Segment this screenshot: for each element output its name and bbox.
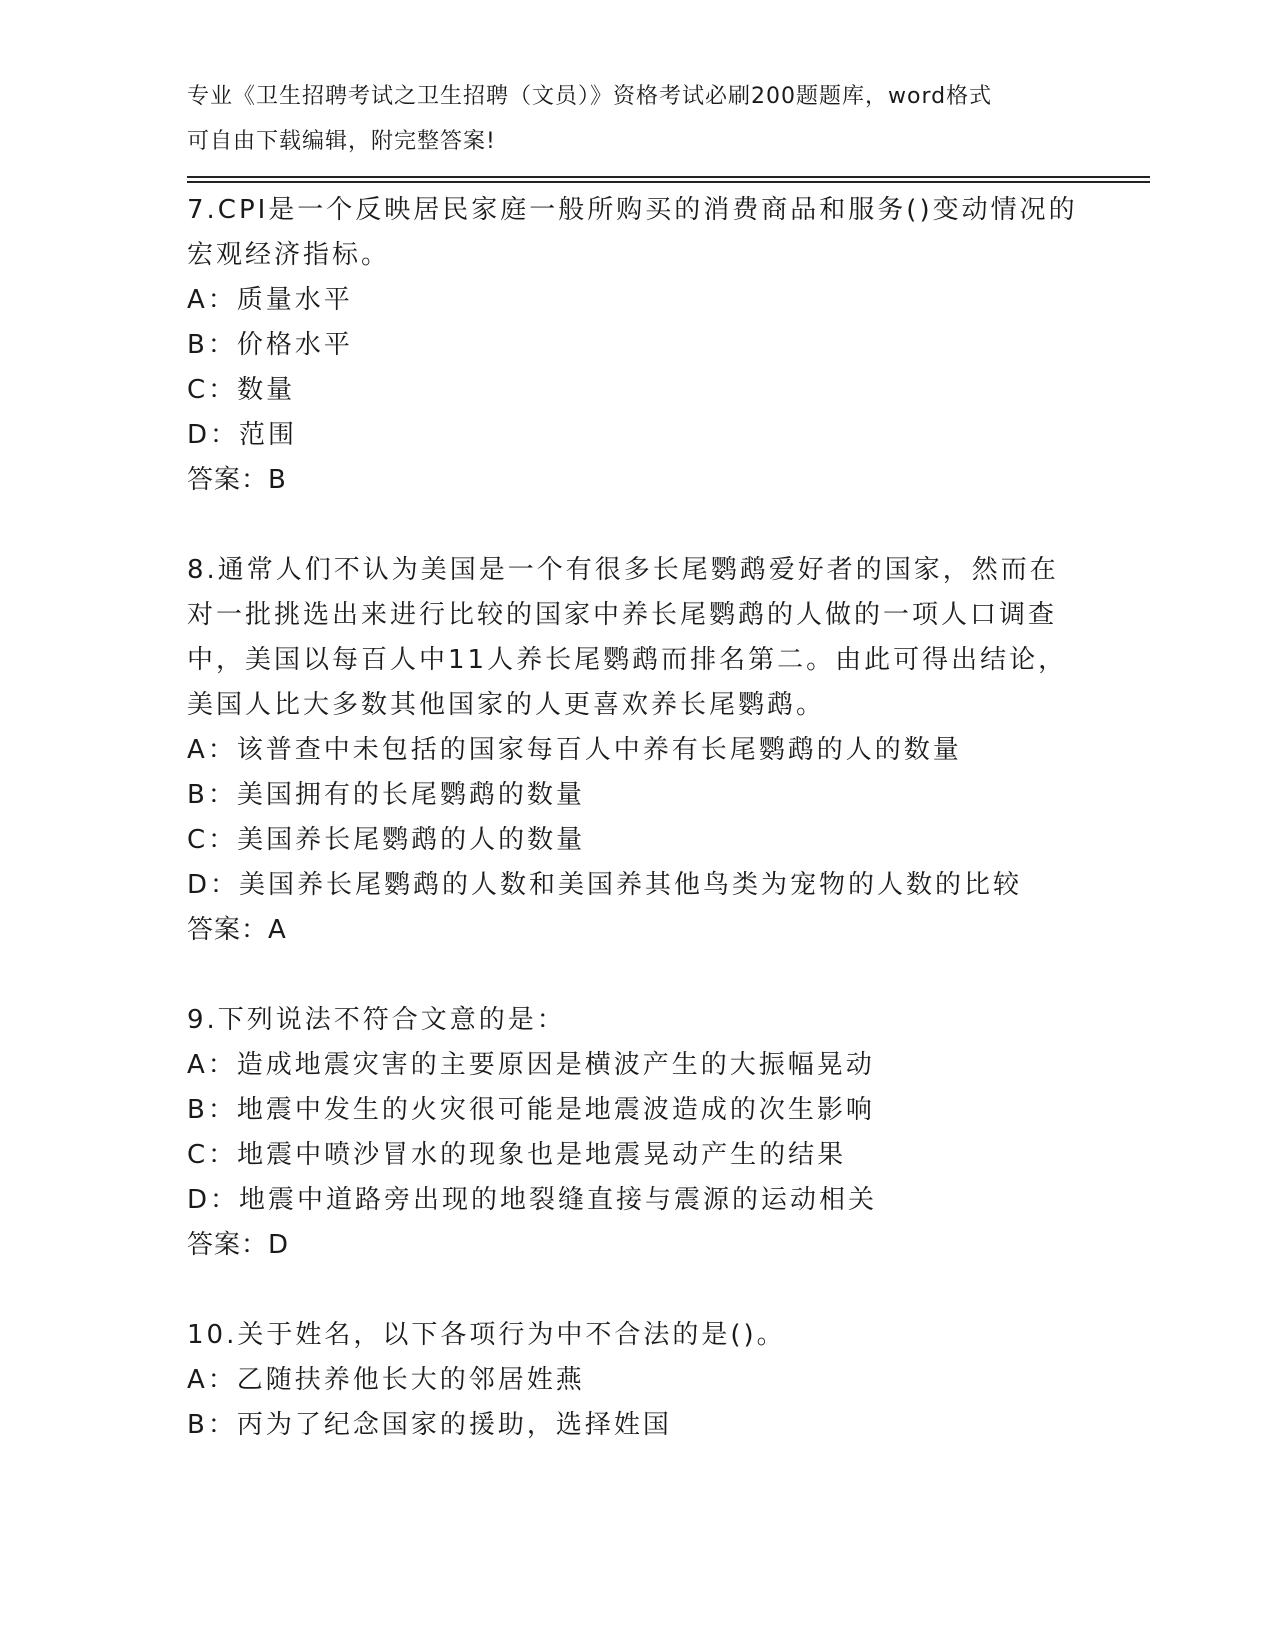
spacer xyxy=(187,1268,1087,1313)
option-a: A：造成地震灾害的主要原因是横波产生的大振幅晃动 xyxy=(187,1050,875,1080)
option-d: D：地震中道路旁出现的地裂缝直接与震源的运动相关 xyxy=(187,1185,878,1215)
question-stem-line: 对一批挑选出来进行比较的国家中养长尾鹦鹉的人做的一项人口调查 xyxy=(187,600,1058,630)
option-d: D：范围 xyxy=(187,420,298,450)
option-a: A：乙随扶养他长大的邻居姓燕 xyxy=(187,1365,585,1395)
question-10 xyxy=(187,1313,1087,1448)
question-stem-line: 7.CPI是一个反映居民家庭一般所购买的消费商品和服务()变动情况的 xyxy=(187,195,1078,225)
option-b: B：地震中发生的火灾很可能是地震波造成的次生影响 xyxy=(187,1095,875,1125)
question-9 xyxy=(187,998,1087,1268)
option-d: D：美国养长尾鹦鹉的人数和美国养其他鸟类为宠物的人数的比较 xyxy=(187,870,1023,900)
option-c: C：地震中喷沙冒水的现象也是地震晃动产生的结果 xyxy=(187,1140,847,1170)
question-stem-line: 10.关于姓名，以下各项行为中不合法的是()。 xyxy=(187,1320,786,1350)
header-line-2: 可自由下载编辑，附完整答案! xyxy=(187,129,496,154)
question-7 xyxy=(187,188,1087,503)
answer: 答案：A xyxy=(187,915,287,945)
spacer xyxy=(187,503,1087,548)
question-8 xyxy=(187,548,1087,953)
option-b: B：美国拥有的长尾鹦鹉的数量 xyxy=(187,780,585,810)
question-stem-line: 美国人比大多数其他国家的人更喜欢养长尾鹦鹉。 xyxy=(187,690,826,720)
header-divider-top xyxy=(187,176,1150,178)
document-header xyxy=(187,74,1067,164)
question-stem-line: 9.下列说法不符合文意的是： xyxy=(187,1005,566,1035)
question-stem-line: 8.通常人们不认为美国是一个有很多长尾鹦鹉爱好者的国家，然而在 xyxy=(187,555,1059,585)
question-list xyxy=(187,188,1087,1448)
question-stem-line: 宏观经济指标。 xyxy=(187,240,391,270)
option-c: C：数量 xyxy=(187,375,296,405)
header-line-1: 专业《卫生招聘考试之卫生招聘（文员）》资格考试必刷200题题库，word格式 xyxy=(187,84,993,109)
header-divider-bottom xyxy=(187,181,1150,183)
answer: 答案：D xyxy=(187,1230,290,1260)
option-b: B：价格水平 xyxy=(187,330,353,360)
spacer xyxy=(187,953,1087,998)
option-c: C：美国养长尾鹦鹉的人的数量 xyxy=(187,825,586,855)
option-a: A：该普查中未包括的国家每百人中养有长尾鹦鹉的人的数量 xyxy=(187,735,962,765)
question-stem-line: 中，美国以每百人中11人养长尾鹦鹉而排名第二。由此可得出结论， xyxy=(187,645,1068,675)
answer: 答案：B xyxy=(187,465,287,495)
option-b: B：丙为了纪念国家的援助，选择姓国 xyxy=(187,1410,672,1440)
option-a: A：质量水平 xyxy=(187,285,353,315)
